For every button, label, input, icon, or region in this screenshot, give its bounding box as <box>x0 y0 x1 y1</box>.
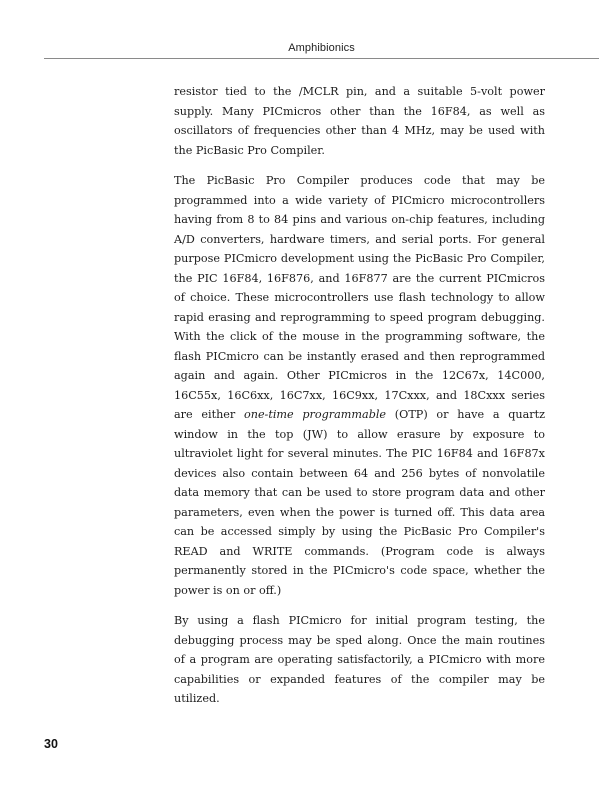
paragraph-2-italic-term: one-time programmable <box>244 408 387 421</box>
paragraph-2-text-b: (OTP) or have a quartz window in the top (JW) to allow erasure by exposure to ultraviolet light for several minutes. The PIC 16F84 and 16F87x devices also contain between 64 and 256 bytes of nonvolatile data memory that can be used to store program data and other parameters, even when the power is turned off. This data area can be accessed simply by using the PicBasic Pro Compiler's READ and WRITE commands. (Program code is always permanently stored in the PICmicro's code space, whether the power is on or off.) <box>174 408 546 597</box>
paragraph-3: By using a flash PICmicro for initial program testing, the debugging process may be sped along. Once the main routines of a program are operating satisfactorily, a PICmicro with more capabilities or expanded features of the compiler may be utilized. <box>174 614 545 705</box>
body-text <box>174 82 545 709</box>
paragraph-2 <box>174 171 545 600</box>
page-number: 30 <box>44 737 58 751</box>
running-head: Amphibionics <box>288 42 355 54</box>
paragraph-2-text-a: The PicBasic Pro Compiler produces code that may be programmed into a wide variety of PICmicro microcontrollers having from 8 to 84 pins and various on-chip features, including A/D converters, hardware timers, and serial ports. For general purpose PICmicro development using the PicBasic Pro Compiler, the PIC 16F84, 16F876, and 16F877 are the current PICmicros of choice. These microcontrollers use flash technology to allow rapid erasing and reprogramming to speed program debugging. With the click of the mouse in the programming software, the flash PICmicro can be instantly erased and then reprogrammed again and again. Other PICmicros in the 12C67x, 14C000, 16C55x, 16C6xx, 16C7xx, 16C9xx, 17Cxxx, and 18Cxxx series are either <box>174 174 545 421</box>
header-rule <box>44 58 599 59</box>
paragraph-1: resistor tied to the /MCLR pin, and a suitable 5-volt power supply. Many PICmicros other than the 16F84, as well as oscillators of frequencies other than 4 MHz, may be used with the PicBasic Pro Compiler. <box>174 85 545 157</box>
